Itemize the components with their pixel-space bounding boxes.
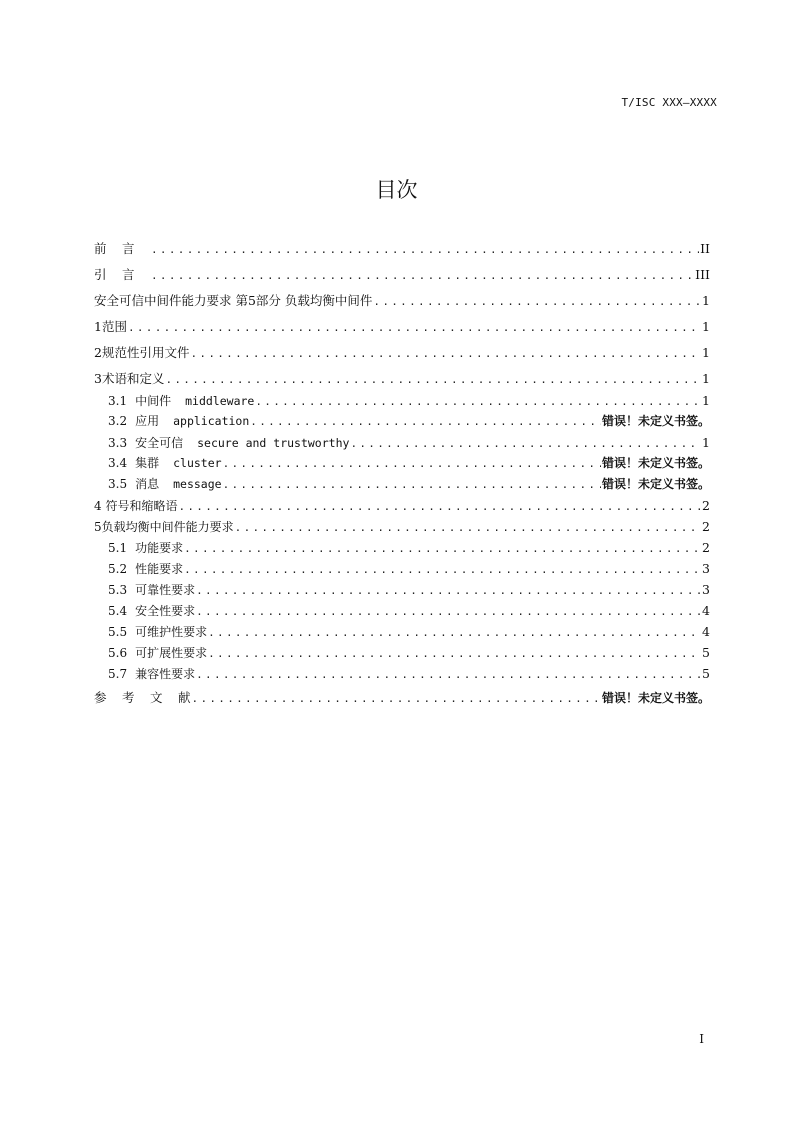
toc-error-bookmark: 错误！未定义书签。 [601,414,710,428]
toc-entry-label [108,559,183,579]
toc-page-number: 4 [702,603,710,618]
toc-entry-section-3-5[interactable] [94,474,710,495]
toc-section-number: 5.7 [108,667,128,681]
dot-leader [151,237,699,262]
toc-label-char: 前 [94,241,107,256]
toc-page-number: 5 [702,666,710,681]
dot-leader [165,367,701,392]
toc-error-bookmark: 错误！未定义书签。 [601,456,710,470]
toc-section-number: 5.5 [108,625,128,639]
toc-section-number: 3.1 [108,394,128,408]
toc-entry-section-4[interactable] [94,495,710,516]
toc-term-cn: 可扩展性要求 [135,646,208,660]
toc-section-number: 5.3 [108,583,128,597]
toc-label-char: 考 [122,690,135,705]
toc-entry-section-2[interactable] [94,340,710,366]
dot-leader [208,643,701,663]
toc-page-number: 3 [702,561,710,576]
toc-page-number: 1 [702,371,710,386]
toc-entry-section-5[interactable] [94,516,710,537]
toc-error-bookmark: 错误！未定义书签。 [601,691,710,705]
toc-page-number: 4 [702,624,710,639]
dot-leader [223,453,601,474]
toc-term-en: cluster [173,456,222,470]
toc-entry-section-5-4[interactable] [94,600,710,621]
dot-leader [192,686,601,711]
toc-section-number: 5.6 [108,646,128,660]
toc-entry-references[interactable] [94,685,710,711]
toc-section-number: 3.2 [108,414,128,428]
page-title: 目次 [375,178,418,202]
toc-page-number: 3 [702,582,710,597]
toc-term-cn: 功能要求 [135,541,184,555]
dot-leader [196,664,701,684]
toc-page-number: 1 [702,393,710,408]
toc-entry-section-5-1[interactable] [94,537,710,558]
toc-term-cn: 应用 [135,414,160,428]
toc-label-char: 献 [178,690,191,705]
toc-entry-label [108,622,207,642]
toc-label-char: 引 [94,267,107,282]
toc-page-number: 5 [702,645,710,660]
toc-term-cn: 消息 [135,477,160,491]
toc-entry-section-5-3[interactable] [94,579,710,600]
toc-page-number: 2 [702,498,710,513]
toc-section-number: 3.5 [108,477,128,491]
toc-section-number: 3.3 [108,436,128,450]
toc-entry-preface[interactable] [94,236,710,262]
toc-entry-label [108,580,195,600]
toc-section-number: 5.2 [108,562,128,576]
dot-leader [373,289,701,314]
toc-page-number: 1 [702,319,710,334]
dot-leader [350,433,701,453]
dot-leader [184,559,701,579]
toc-entry-label [108,474,222,495]
dot-leader [250,411,601,432]
toc-term-cn: 可靠性要求 [135,583,196,597]
dot-leader [196,601,701,621]
toc-entry-label: 2规范性引用文件 [94,345,190,360]
toc-page-number: III [695,267,710,282]
toc-entry-label [108,453,222,474]
document-code: T/ISC XXX—XXXX [621,96,717,109]
toc-entry-label [94,262,150,288]
toc-page-number: 1 [702,435,710,450]
toc-label-char: 言 [122,241,135,256]
toc-entry-label: 安全可信中间件能力要求 第5部分 负载均衡中间件 [94,293,373,308]
table-of-contents [94,236,710,711]
dot-leader [208,622,701,642]
toc-entry-label: 4 符号和缩略语 [94,499,178,513]
toc-section-number: 5.1 [108,541,128,555]
dot-leader [178,496,701,516]
page-number: I [699,1032,704,1046]
toc-term-en: application [173,414,250,428]
toc-entry-label [108,664,195,684]
toc-entry-label [94,685,191,711]
dot-leader [255,391,701,411]
dot-leader [128,315,701,340]
toc-entry-label [108,538,183,558]
toc-entry-label: 3术语和定义 [94,371,165,386]
toc-entry-label [108,601,195,621]
toc-term-cn: 中间件 [135,394,172,408]
toc-label-char: 参 [94,690,107,705]
toc-entry-label [108,643,207,663]
toc-term-cn: 可维护性要求 [135,625,208,639]
dot-leader [184,538,701,558]
toc-error-bookmark: 错误！未定义书签。 [601,477,710,491]
toc-label-char: 文 [150,690,163,705]
toc-entry-label [94,236,150,262]
toc-entry-section-5-5[interactable] [94,621,710,642]
toc-entry-introduction[interactable] [94,262,710,288]
toc-term-cn: 性能要求 [135,562,184,576]
toc-entry-section-3-4[interactable] [94,453,710,474]
toc-term-cn: 集群 [135,456,160,470]
toc-entry-label [108,433,349,453]
toc-page-number: 1 [702,293,710,308]
dot-leader [235,517,701,537]
toc-entry-section-3-3[interactable] [94,432,710,453]
toc-term-en: middleware [185,394,255,408]
toc-term-cn: 安全可信 [135,436,184,450]
toc-page-number: 2 [702,519,710,534]
toc-page-number: 2 [702,540,710,555]
toc-term-cn: 安全性要求 [135,604,196,618]
toc-entry-section-1[interactable] [94,314,710,340]
toc-entry-section-3[interactable] [94,366,710,392]
dot-leader [190,341,701,366]
toc-entry-label [108,411,249,432]
toc-entry-section-3-1[interactable] [94,390,710,411]
toc-entry-label: 5负载均衡中间件能力要求 [94,520,234,534]
toc-page-number: 1 [702,345,710,360]
toc-entry-document-title[interactable] [94,288,710,314]
toc-entry-section-5-6[interactable] [94,642,710,663]
toc-term-en: secure and trustworthy [197,436,350,450]
toc-label-char: 言 [122,267,135,282]
dot-leader [196,580,701,600]
toc-term-cn: 兼容性要求 [135,667,196,681]
toc-entry-section-5-7[interactable] [94,663,710,684]
toc-section-number: 3.4 [108,456,128,470]
toc-entry-label [108,391,254,411]
toc-entry-label: 1范围 [94,319,127,334]
toc-entry-section-3-2[interactable] [94,411,710,432]
dot-leader [223,474,601,495]
toc-entry-section-5-2[interactable] [94,558,710,579]
toc-section-number: 5.4 [108,604,128,618]
dot-leader [151,263,694,288]
toc-term-en: message [173,477,222,491]
toc-page-number: II [700,241,710,256]
